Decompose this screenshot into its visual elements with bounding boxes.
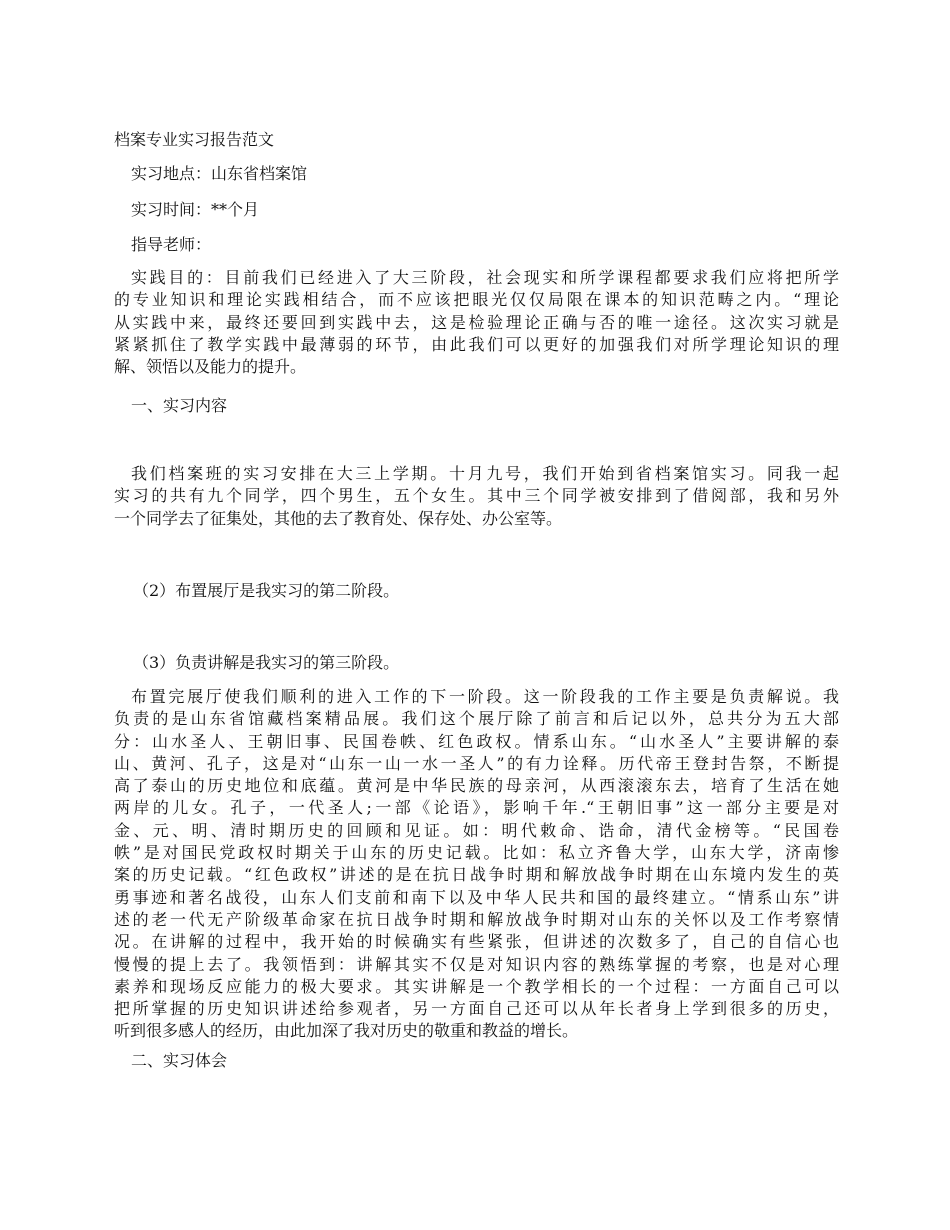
paragraph-line: 勇事迹和著名战役，山东人们支前和南下以及中华人民共和国的最终建立。“情系山东”讲: [114, 887, 839, 907]
paragraph-line: 述的老一代无产阶级革命家在抗日战争时期和解放战争时期对山东的关怀以及工作考察情: [114, 909, 839, 929]
purpose-paragraph: [114, 267, 839, 378]
paragraph-line: 实践目的：目前我们已经进入了大三阶段，社会现实和所学课程都要求我们应将把所学: [131, 268, 839, 287]
paragraph-line: 山、黄河、孔子，这是对“山东一山一水一圣人”的有力诠释。历代帝王登封告祭，不断提: [114, 753, 839, 773]
stage-two-heading: （2）布置展厅是我实习的第二阶段。: [133, 581, 400, 600]
paragraph-line: 慢慢的提上去了。我领悟到：讲解其实不仅是对知识内容的熟练掌握的考察，也是对心理: [114, 954, 839, 974]
internship-advisor: 指导老师：: [131, 235, 212, 254]
section-heading-reflection: 二、实习体会: [131, 1051, 228, 1070]
content-paragraph: [114, 463, 839, 530]
paragraph-line: 帙”是对国民党政权时期关于山东的历史记载。比如：私立齐鲁大学，山东大学，济南惨: [114, 843, 839, 863]
paragraph-line: 素养和现场反应能力的极大要求。其实讲解是一个教学相长的一个过程：一方面自己可以: [114, 976, 839, 996]
paragraph-line: 听到很多感人的经历，由此加深了我对历史的敬重和教益的增长。: [114, 1021, 579, 1041]
document-title: 档案专业实习报告范文: [114, 130, 275, 149]
paragraph-line: 金、元、明、清时期历史的回顾和见证。如：明代敕命、诰命，清代金榜等。“民国卷: [114, 820, 839, 840]
paragraph-line: 我们档案班的实习安排在大三上学期。十月九号，我们开始到省档案馆实习。同我一起: [131, 464, 839, 483]
paragraph-line: 高了泰山的历史地位和底蕴。黄河是中华民族的母亲河，从西滚滚东去，培育了生活在她: [114, 776, 839, 796]
stage-three-heading: （3）负责讲解是我实习的第三阶段。: [133, 653, 400, 672]
internship-location: 实习地点：山东省档案馆: [131, 164, 308, 183]
paragraph-line: 把所掌握的历史知识讲述给参观者，另一方面自己还可以从年长者身上学到很多的历史，: [114, 999, 839, 1019]
paragraph-line: 两岸的儿女。孔子，一代圣人;一部《论语》，影响千年.“王朝旧事”这一部分主要是对: [114, 798, 839, 818]
paragraph-line: 实习的共有九个同学，四个男生，五个女生。其中三个同学被安排到了借阅部，我和另外: [114, 486, 839, 506]
paragraph-line: 分：山水圣人、王朝旧事、民国卷帙、红色政权。情系山东。“山水圣人”主要讲解的泰: [114, 731, 839, 751]
paragraph-line: 案的历史记载。“红色政权”讲述的是在抗日战争时期和解放战争时期在山东境内发生的英: [114, 865, 839, 885]
paragraph-line: 一个同学去了征集处，其他的去了教育处、保存处、办公室等。: [114, 508, 563, 528]
internship-duration: 实习时间：**个月: [131, 200, 260, 219]
paragraph-line: 况。在讲解的过程中，我开始的时候确实有些紧张，但讲述的次数多了，自己的自信心也: [114, 932, 839, 952]
section-heading-content: 一、实习内容: [131, 396, 228, 415]
paragraph-line: 布置完展厅使我们顺利的进入工作的下一阶段。这一阶段我的工作主要是负责解说。我: [131, 687, 839, 706]
paragraph-line: 负责的是山东省馆藏档案精品展。我们这个展厅除了前言和后记以外，总共分为五大部: [114, 709, 839, 729]
paragraph-line: 从实践中来，最终还要回到实践中去，这是检验理论正确与否的唯一途径。这次实习就是: [114, 312, 839, 332]
paragraph-line: 紧紧抓住了教学实践中最薄弱的环节，由此我们可以更好的加强我们对所学理论知识的理: [114, 334, 839, 354]
paragraph-line: 的专业知识和理论实践相结合，而不应该把眼光仅仅局限在课本的知识范畴之内。“理论: [114, 290, 839, 310]
stage-three-paragraph: [114, 686, 839, 1043]
paragraph-line: 解、领悟以及能力的提升。: [114, 357, 307, 377]
